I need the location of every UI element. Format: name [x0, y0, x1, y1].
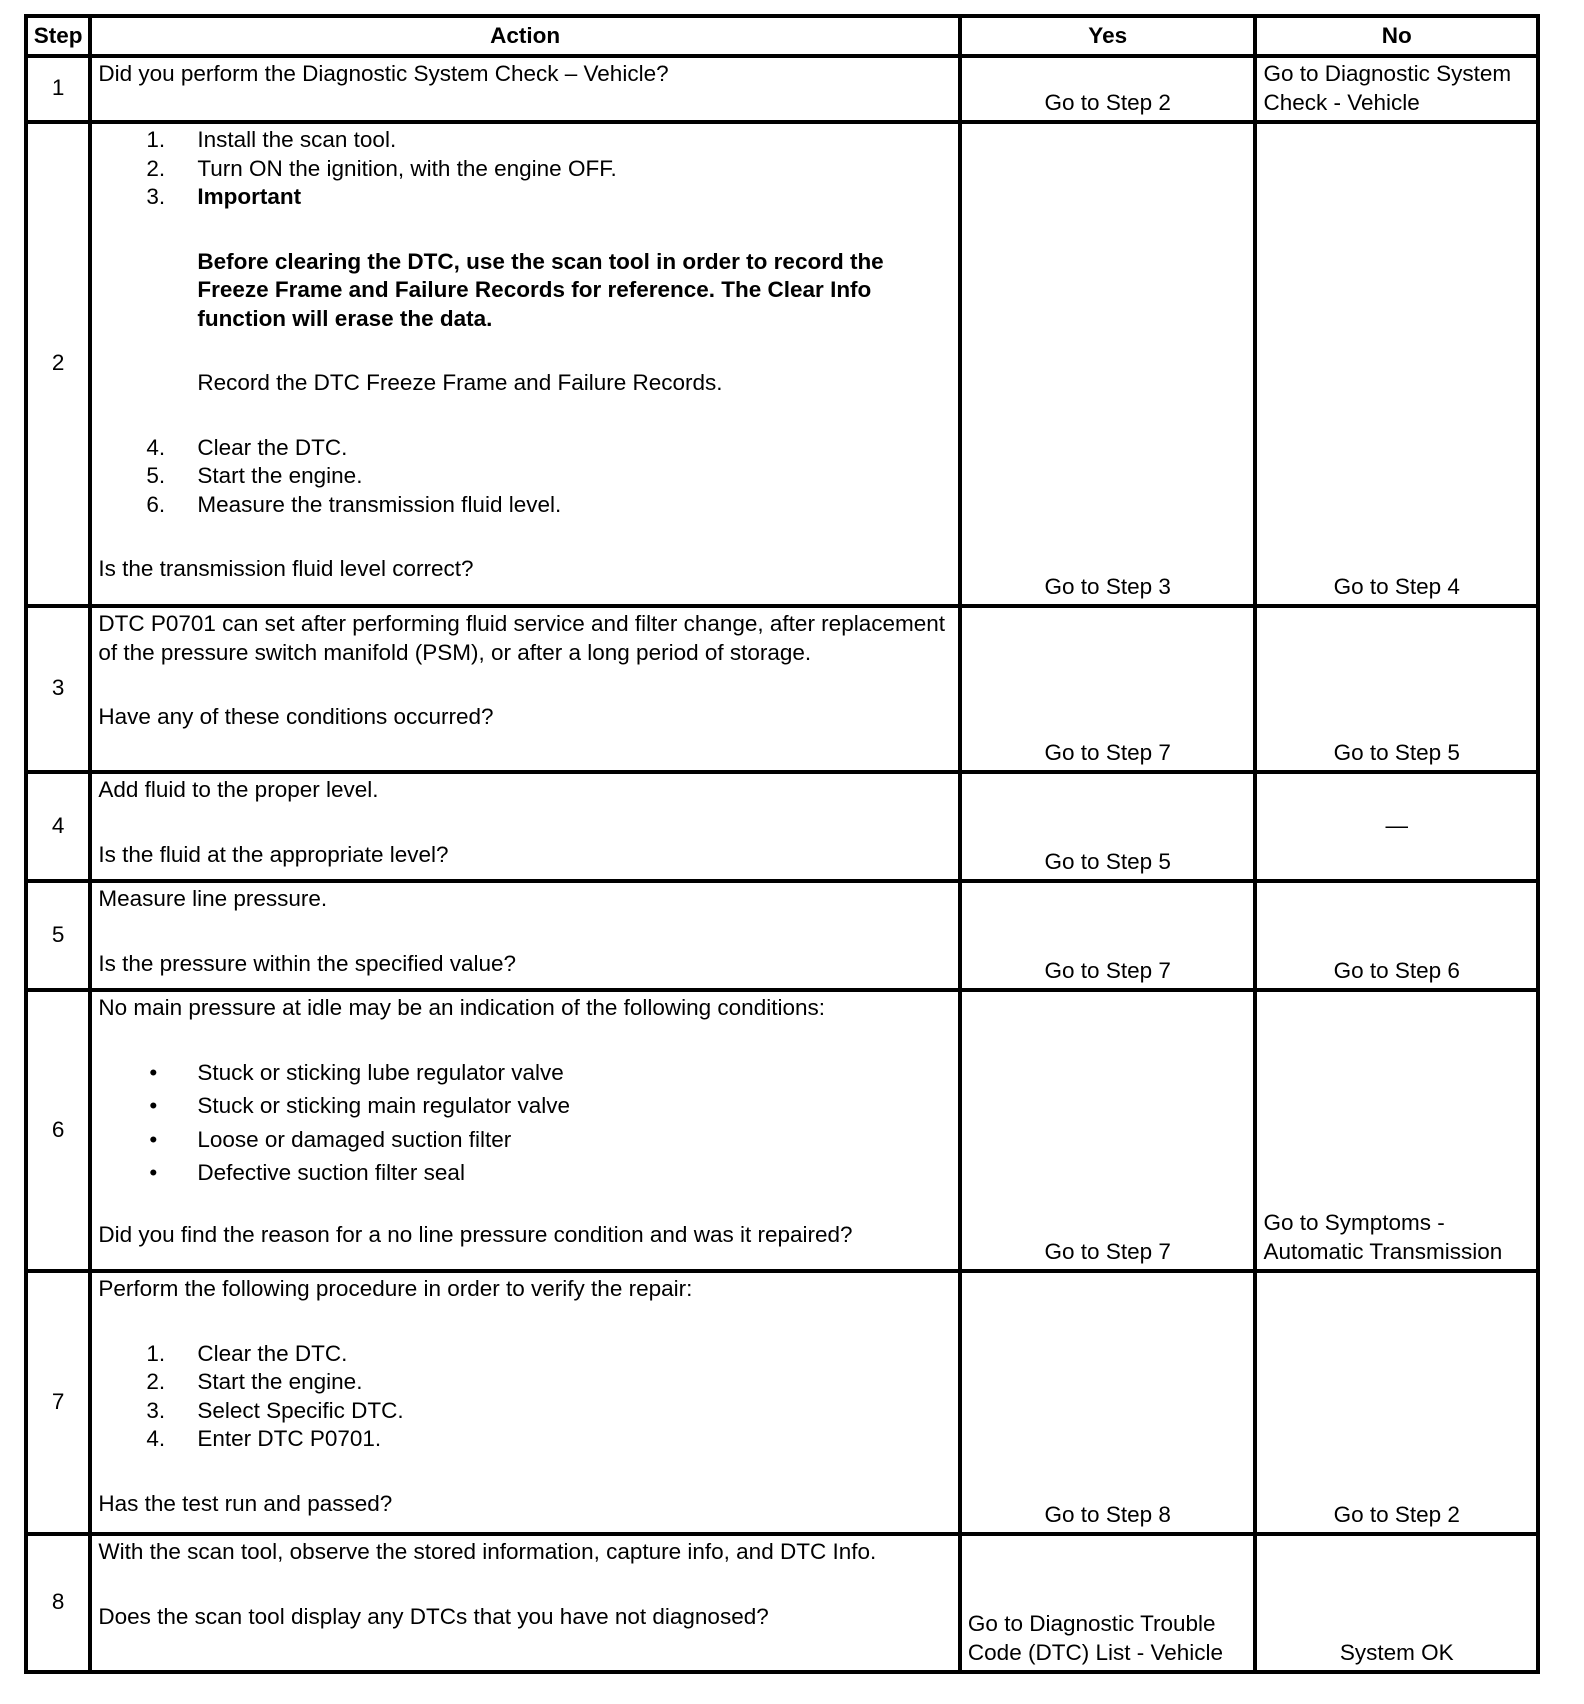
step-number: 6	[26, 990, 90, 1271]
action-text: Measure line pressure.	[98, 886, 328, 911]
yes-cell: Go to Step 8	[960, 1271, 1256, 1534]
list-item: • Loose or damaged suction filter	[149, 1126, 512, 1152]
action-question: Did you find the reason for a no line pressure condition and was it repaired?	[98, 1221, 853, 1247]
step-number: 8	[26, 1534, 90, 1672]
no-cell: —	[1255, 772, 1538, 881]
list-item: 1. Install the scan tool.	[146, 127, 397, 152]
no-cell: Go to Step 5	[1255, 606, 1538, 772]
action-cell	[90, 606, 960, 772]
action-cell	[90, 122, 960, 606]
header-no: No	[1255, 16, 1538, 56]
table-row	[26, 881, 1538, 990]
list-item: 4. Clear the DTC.	[146, 434, 348, 460]
condition-list	[98, 1059, 952, 1188]
step-number: 5	[26, 881, 90, 990]
action-text: No main pressure at idle may be an indication of the following conditions:	[98, 995, 825, 1020]
table-row	[26, 606, 1538, 772]
step-number: 1	[26, 56, 90, 122]
no-cell: Go to Symptoms - Automatic Transmission	[1255, 990, 1538, 1271]
action-text: Did you perform the Diagnostic System Check – Vehicle?	[98, 61, 669, 86]
action-text: DTC P0701 can set after performing fluid service and filter change, after replacement of the pressure switch manifold (PSM), or after a long period of storage.	[98, 611, 946, 665]
action-question: Have any of these conditions occurred?	[98, 704, 494, 729]
action-text: Perform the following procedure in order to verify the repair:	[98, 1276, 693, 1301]
list-item: 2. Start the engine.	[146, 1369, 363, 1394]
action-cell	[90, 1271, 960, 1534]
list-item: • Defective suction filter seal	[149, 1160, 465, 1185]
yes-cell: Go to Step 3	[960, 122, 1256, 606]
table-row	[26, 122, 1538, 606]
header-row	[26, 16, 1538, 56]
header-step: Step	[26, 16, 90, 56]
list-item: 4. Enter DTC P0701.	[146, 1426, 382, 1451]
action-text: Add fluid to the proper level.	[98, 777, 379, 802]
action-question: Has the test run and passed?	[98, 1490, 393, 1516]
action-text: With the scan tool, observe the stored information, capture info, and DTC Info.	[98, 1539, 877, 1564]
step-number: 2	[26, 122, 90, 606]
action-question: Does the scan tool display any DTCs that you have not diagnosed?	[98, 1603, 769, 1629]
yes-cell: Go to Step 7	[960, 990, 1256, 1271]
action-question: Is the fluid at the appropriate level?	[98, 841, 449, 867]
list-item: 6. Measure the transmission fluid level.	[146, 491, 562, 517]
action-question: Is the pressure within the specified value?	[98, 950, 517, 976]
no-cell: Go to Step 2	[1255, 1271, 1538, 1534]
yes-cell: Go to Diagnostic Trouble Code (DTC) List - Vehicle	[960, 1534, 1256, 1672]
list-item: • Stuck or sticking lube regulator valve	[149, 1059, 564, 1085]
step-number: 3	[26, 606, 90, 772]
step-number: 7	[26, 1271, 90, 1534]
record-instruction: Record the DTC Freeze Frame and Failure Records.	[197, 370, 723, 395]
list-item: 3. Select Specific DTC.	[146, 1397, 404, 1423]
yes-cell: Go to Step 7	[960, 881, 1256, 990]
header-action: Action	[90, 16, 960, 56]
action-cell	[90, 772, 960, 881]
list-item: • Stuck or sticking main regulator valve	[149, 1093, 570, 1118]
list-item: 1. Clear the DTC.	[146, 1340, 348, 1366]
action-cell	[90, 56, 960, 122]
table-row	[26, 772, 1538, 881]
procedure-list	[98, 1340, 952, 1454]
yes-cell: Go to Step 2	[960, 56, 1256, 122]
diagnostic-table	[24, 14, 1540, 1674]
action-cell	[90, 1534, 960, 1672]
yes-cell: Go to Step 5	[960, 772, 1256, 881]
no-cell: Go to Step 4	[1255, 122, 1538, 606]
action-question: Is the transmission fluid level correct?	[98, 556, 474, 581]
table-row	[26, 1534, 1538, 1672]
table-row	[26, 990, 1538, 1271]
list-item: 5. Start the engine.	[146, 463, 363, 488]
list-item: 3. Important	[146, 184, 302, 209]
procedure-list-continued	[98, 434, 952, 520]
header-yes: Yes	[960, 16, 1256, 56]
table-row	[26, 56, 1538, 122]
no-cell: System OK	[1255, 1534, 1538, 1672]
no-cell: Go to Diagnostic System Check - Vehicle	[1255, 56, 1538, 122]
action-cell	[90, 990, 960, 1271]
action-cell	[90, 881, 960, 990]
no-cell: Go to Step 6	[1255, 881, 1538, 990]
important-note: Before clearing the DTC, use the scan tool in order to record the Freeze Frame and Failure Records for reference. The Clear Info function will erase the data.	[197, 248, 884, 331]
step-number: 4	[26, 772, 90, 881]
procedure-list	[98, 126, 952, 212]
table-row	[26, 1271, 1538, 1534]
yes-cell: Go to Step 7	[960, 606, 1256, 772]
list-item: 2. Turn ON the ignition, with the engine OFF.	[146, 155, 617, 181]
